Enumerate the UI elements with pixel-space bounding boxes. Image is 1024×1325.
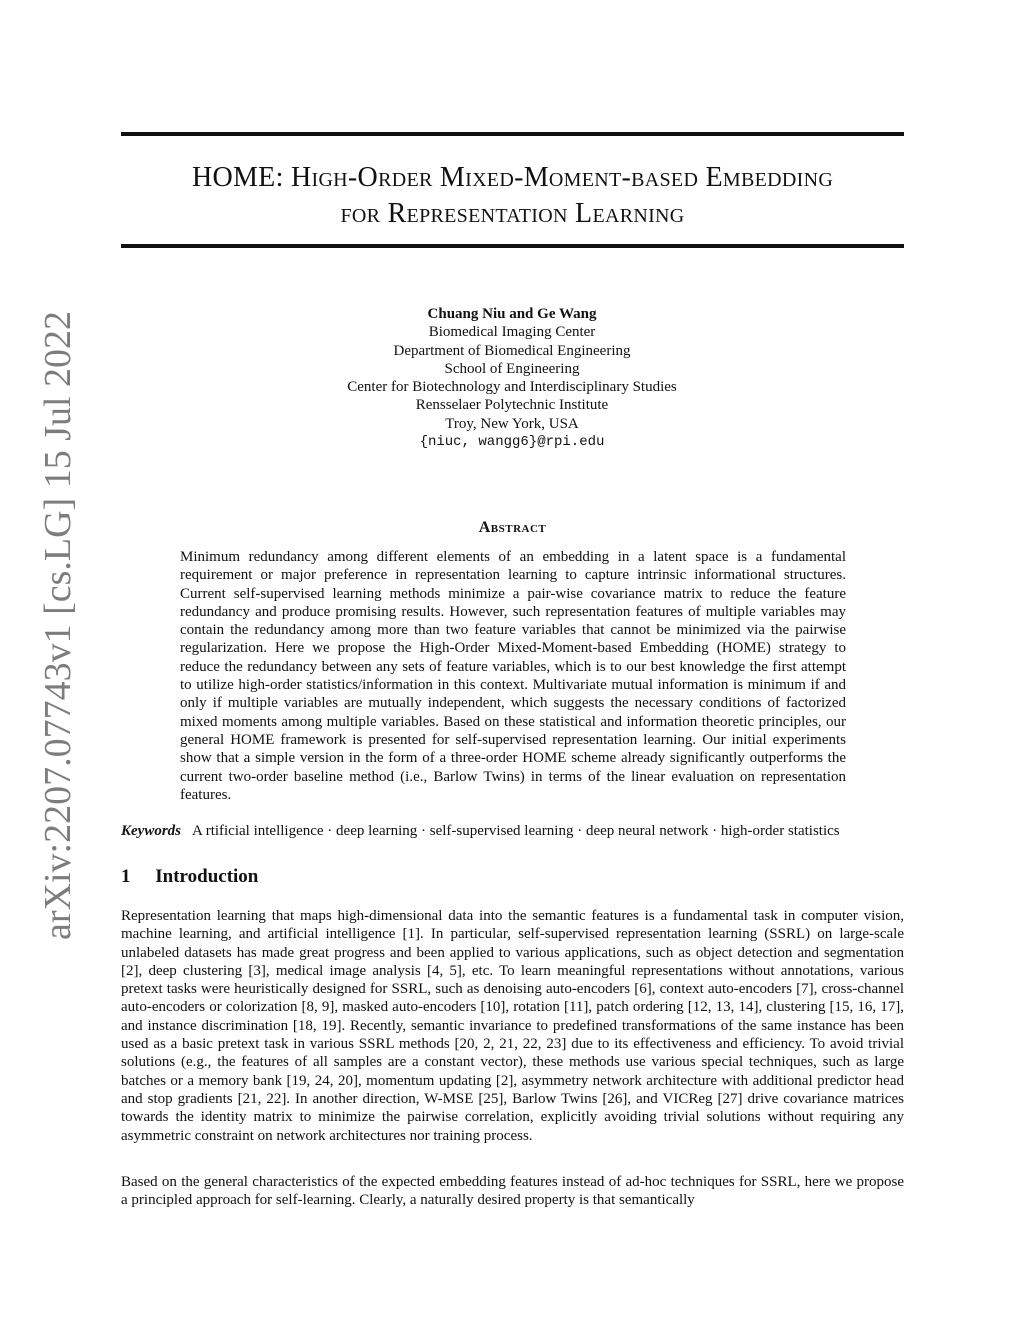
section-heading bbox=[121, 866, 258, 888]
keywords-label: Keywords bbox=[121, 823, 181, 839]
affiliation-line: Department of Biomedical Engineering bbox=[393, 342, 631, 359]
author-email[interactable]: {niuc, wangg6}@rpi.edu bbox=[419, 434, 605, 451]
keywords-text: A rtificial intelligence · deep learning · self-supervised learning · deep neural network · high-order statistics bbox=[191, 823, 840, 839]
affiliation-line: Biomedical Imaging Center bbox=[428, 324, 596, 341]
author-block bbox=[200, 305, 824, 451]
section-title: Introduction bbox=[155, 866, 259, 887]
section-number: 1 bbox=[121, 866, 131, 887]
author-names: Chuang Niu and Ge Wang bbox=[427, 306, 597, 322]
intro-paragraph-2: Based on the general characteristics of the expected embedding features instead of ad-hoc techniques for SSRL, here we propose a principled approach for self-learning. Clearly, a naturally desired property is that semantically bbox=[121, 1174, 904, 1209]
affiliation-line: Troy, New York, USA bbox=[445, 415, 579, 432]
title-line-1: HOME: High-Order Mixed-Moment-based Embedding bbox=[191, 162, 834, 193]
title-rule-top bbox=[121, 132, 904, 136]
intro-paragraph-1: Representation learning that maps high-dimensional data into the semantic features is a fundamental task in computer vision, machine learning, and artificial intelligence [1]. In particular, self-supervised representation learning (SSRL) on large-scale unlabeled datasets has made great progress and been applied to various applications, such as object detection and segmentation [2], deep clustering [3], medical image analysis [4, 5], etc. To learn meaningful representations without annotations, various pretext tasks were heuristically designed for SSRL, such as denoising auto-encoders [6], context auto-encoders [7], cross-channel auto-encoders or colorization [8, 9], masked auto-encoders [10], rotation [11], patch ordering [12, 13, 14], clustering [15, 16, 17], and instance discrimination [18, 19]. Recently, semantic invariance to predefined transformations of the same instance has been used as a basic pretext task in various SSRL methods [20, 2, 21, 22, 23] due to its effectiveness and efficiency. To avoid trivial solutions (e.g., the features of all samples are a constant vector), these methods use various special techniques, such as large batches or a memory bank [19, 24, 20], momentum updating [2], asymmetry network architecture with additional predictor head and stop gradients [21, 22]. In another direction, W-MSE [25], Barlow Twins [26], and VICReg [27] drive covariance matrices towards the identity matrix to minimize the pairwise correlation, explicitly avoiding trivial solutions without requiring any asymmetric constraint on network architectures nor training process. bbox=[121, 908, 904, 1144]
title-line-2: for Representation Learning bbox=[340, 198, 685, 229]
abstract-text: Minimum redundancy among different elements of an embedding in a latent space is a fundamental requirement or major preference in representation learning to capture intrinsic informational structures. Current self-supervised learning methods minimize a pair-wise covariance matrix to reduce the feature redundancy and produce promising results. However, such representation features of multiple variables may contain the redundancy among more than two feature variables that cannot be minimized via the pairwise regularization. Here we propose the High-Order Mixed-Moment-based Embedding (HOME) strategy to reduce the redundancy between any sets of feature variables, which is to our best knowledge the first attempt to utilize high-order statistics/information in this context. Multivariate mutual information is minimum if and only if multiple variables are mutually independent, which suggests the necessary conditions of factorized mixed moments among multiple variables. Based on these statistical and information theoretic principles, our general HOME framework is presented for self-supervised representation learning. Our initial experiments show that a simple version in the form of a three-order HOME scheme already significantly outperforms the current two-order baseline method (i.e., Barlow Twins) in terms of the linear evaluation on representation features. bbox=[180, 549, 846, 803]
affiliation-line: School of Engineering bbox=[444, 360, 580, 377]
affiliation-line: Center for Biotechnology and Interdisciplinary Studies bbox=[347, 379, 677, 396]
title-rule-bottom bbox=[121, 244, 904, 248]
arxiv-identifier: arXiv:2207.07743v1 [cs.LG] 15 Jul 2022 bbox=[37, 310, 79, 940]
keywords-line bbox=[121, 822, 911, 840]
abstract-heading: Abstract bbox=[478, 519, 547, 536]
paper-title bbox=[121, 160, 904, 232]
affiliation-line: Rensselaer Polytechnic Institute bbox=[415, 397, 609, 414]
